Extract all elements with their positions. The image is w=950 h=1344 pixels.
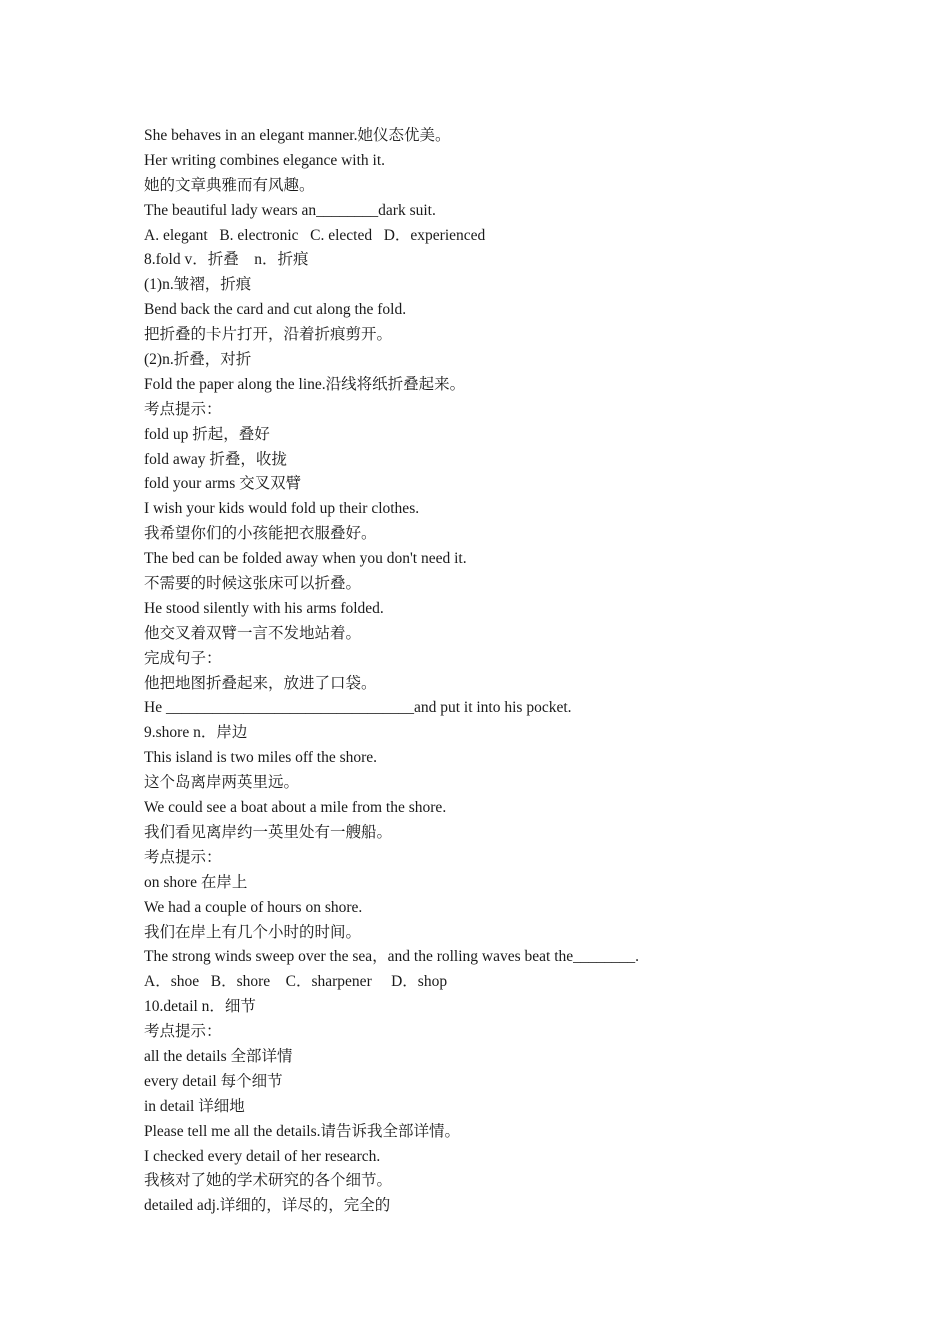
text-line: 不需要的时候这张床可以折叠。 xyxy=(144,575,362,593)
text-line: fold up 折起，叠好 xyxy=(144,425,270,443)
text-line: every detail 每个细节 xyxy=(144,1072,283,1090)
text-line: He stood silently with his arms folded. xyxy=(144,599,384,617)
text-line: (2)n.折叠，对折 xyxy=(144,351,252,369)
text-line: 把折叠的卡片打开，沿着折痕剪开。 xyxy=(144,326,393,344)
text-line: (1)n.皱褶，折痕 xyxy=(144,276,252,294)
text-line: I checked every detail of her research. xyxy=(144,1147,381,1165)
text-line: fold your arms 交叉双臂 xyxy=(144,475,302,493)
text-line: I wish your kids would fold up their clothes. xyxy=(144,500,420,518)
text-line: 我希望你们的小孩能把衣服叠好。 xyxy=(144,525,377,543)
text-line: The bed can be folded away when you don't need it. xyxy=(144,550,467,568)
text-line: detailed adj.详细的，详尽的，完全的 xyxy=(144,1197,391,1215)
text-line: 我们在岸上有几个小时的时间。 xyxy=(144,923,362,941)
text-line: 他交叉着双臂一言不发地站着。 xyxy=(144,624,362,642)
vocab-heading: 9.shore n．岸边 xyxy=(144,724,248,742)
vocab-heading: 8.fold v．折叠 n．折痕 xyxy=(144,251,309,269)
section-label: 完成句子： xyxy=(144,649,222,667)
text-line: 她的文章典雅而有风趣。 xyxy=(144,176,315,194)
document-body xyxy=(144,124,824,1219)
text-line: We had a couple of hours on shore. xyxy=(144,898,363,916)
text-line: We could see a boat about a mile from the shore. xyxy=(144,799,447,817)
text-line: 我们看见离岸约一英里处有一艘船。 xyxy=(144,823,393,841)
exercise-question: The beautiful lady wears an________dark suit. xyxy=(144,201,436,219)
text-line: Her writing combines elegance with it. xyxy=(144,151,386,169)
exercise-options: A. elegant B. electronic C. elected D．experienced xyxy=(144,226,486,244)
text-line: on shore 在岸上 xyxy=(144,873,248,891)
exercise-question: He ________________________________and put it into his pocket. xyxy=(144,699,572,717)
text-line: fold away 折叠，收拢 xyxy=(144,450,287,468)
section-label: 考点提示： xyxy=(144,848,222,866)
section-label: 考点提示： xyxy=(144,400,222,418)
text-line: in detail 详细地 xyxy=(144,1097,245,1115)
text-line: all the details 全部详情 xyxy=(144,1047,293,1065)
text-line: 这个岛离岸两英里远。 xyxy=(144,774,300,792)
text-line: She behaves in an elegant manner.她仪态优美。 xyxy=(144,127,451,144)
exercise-options: A．shoe B．shore C．sharpener D．shop xyxy=(144,973,448,991)
text-line: Bend back the card and cut along the fold. xyxy=(144,301,407,319)
section-label: 考点提示： xyxy=(144,1023,222,1041)
exercise-question: The strong winds sweep over the sea，and the rolling waves beat the________. xyxy=(144,948,640,966)
text-line: This island is two miles off the shore. xyxy=(144,749,378,767)
vocab-heading: 10.detail n．细节 xyxy=(144,998,256,1016)
text-line: 我核对了她的学术研究的各个细节。 xyxy=(144,1172,393,1190)
text-line: Fold the paper along the line.沿线将纸折叠起来。 xyxy=(144,375,466,393)
text-line: Please tell me all the details.请告诉我全部详情。 xyxy=(144,1122,460,1140)
text-line: 他把地图折叠起来，放进了口袋。 xyxy=(144,674,377,692)
